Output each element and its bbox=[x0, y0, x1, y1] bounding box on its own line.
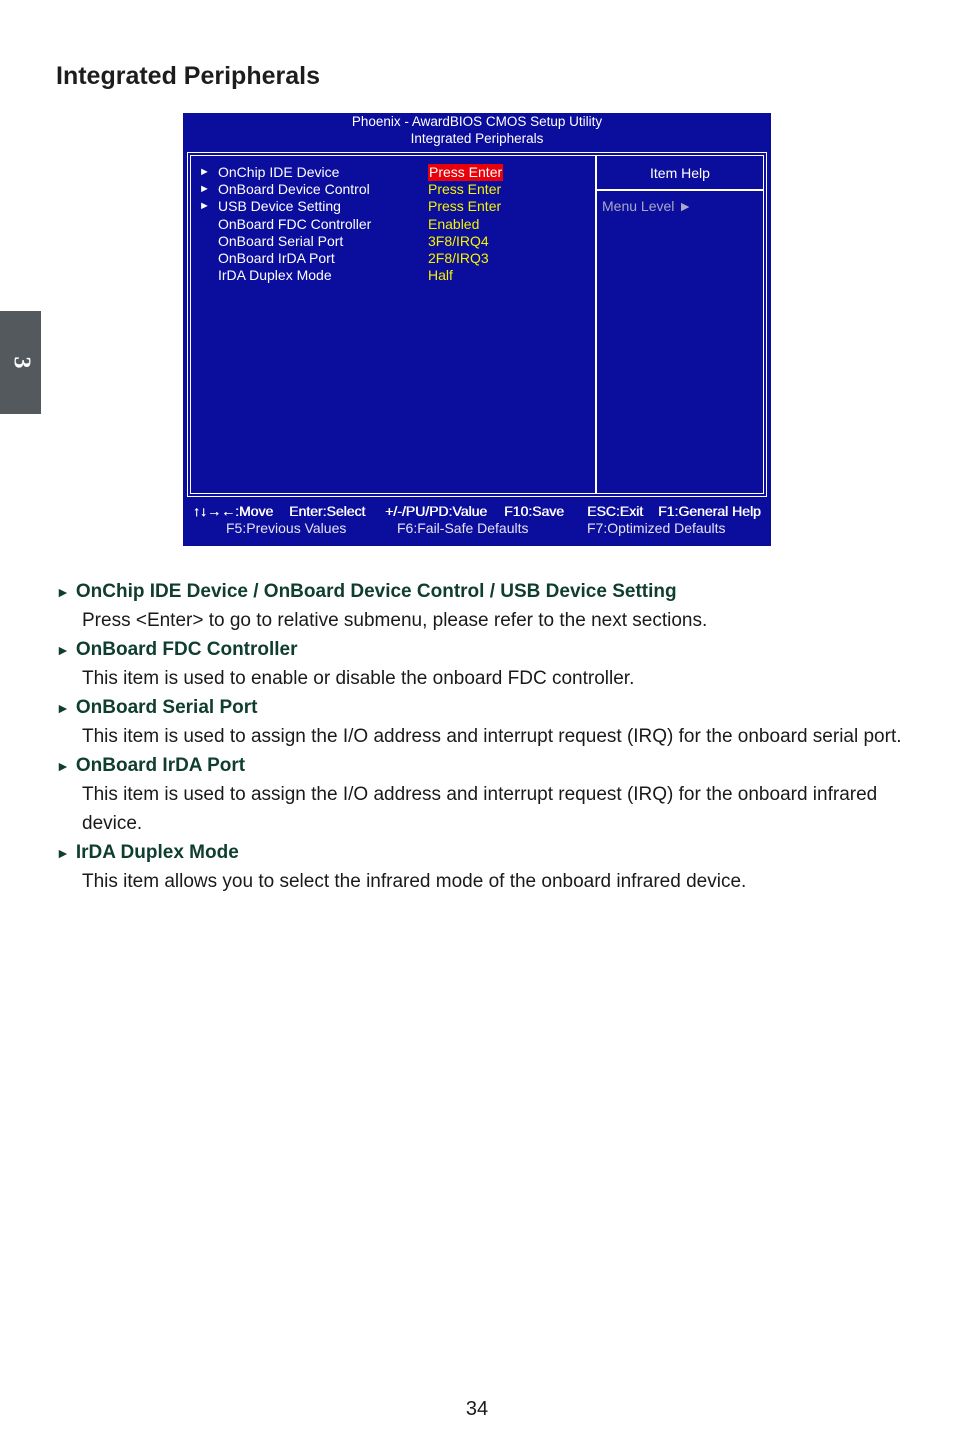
menu-item-value[interactable]: 2F8/IRQ3 bbox=[428, 249, 489, 266]
menu-item-onboard-fdc-controller[interactable] bbox=[199, 216, 589, 233]
submenu-arrow-icon: ► bbox=[199, 166, 210, 178]
menu-item-label: OnChip IDE Device bbox=[218, 164, 340, 180]
section-heading: ► OnChip IDE Device / OnBoard Device Control / USB Device Setting bbox=[56, 581, 677, 602]
bios-frame bbox=[187, 152, 767, 497]
menu-item-label: OnBoard Device Control bbox=[218, 181, 370, 198]
section-heading: ► IrDA Duplex Mode bbox=[56, 842, 239, 863]
bios-screenshot bbox=[183, 113, 771, 546]
section-fdc-controller bbox=[56, 636, 916, 694]
key-move: ↑↓→←:Move bbox=[193, 503, 274, 519]
menu-item-value[interactable]: Enabled bbox=[428, 215, 480, 232]
section-body: This item is used to assign the I/O address and interrupt request (IRQ) for the onboard infrared device. bbox=[82, 784, 878, 834]
submenu-arrow-icon: ► bbox=[199, 183, 210, 196]
menu-item-onboard-device-control[interactable] bbox=[199, 181, 589, 198]
triangle-bullet-icon: ► bbox=[56, 700, 70, 716]
key-optimized-defaults: F7:Optimized Defaults bbox=[587, 520, 726, 536]
section-body: Press <Enter> to go to relative submenu, please refer to the next sections. bbox=[82, 610, 708, 631]
chapter-number: 3 bbox=[8, 356, 34, 369]
key-general-help: F1:General Help bbox=[658, 503, 761, 519]
chapter-tab bbox=[0, 311, 41, 414]
submenu-arrow-icon: ► bbox=[199, 200, 210, 213]
key-save: F10:Save bbox=[504, 503, 564, 519]
footer-keys-line1 bbox=[183, 503, 771, 520]
page-number: 34 bbox=[465, 1398, 489, 1420]
menu-item-value[interactable]: Press Enter bbox=[428, 181, 502, 198]
menu-item-label: OnBoard IrDA Port bbox=[218, 249, 335, 266]
menu-item-value[interactable]: Press Enter bbox=[428, 198, 502, 215]
menu-item-onchip-ide[interactable] bbox=[199, 164, 589, 181]
menu-item-irda-duplex-mode[interactable] bbox=[199, 267, 589, 284]
bios-menu-list bbox=[199, 164, 589, 284]
menu-item-label: OnBoard Serial Port bbox=[218, 232, 344, 249]
bios-footer bbox=[183, 503, 771, 537]
page-title: Integrated Peripherals bbox=[56, 62, 320, 90]
menu-item-value[interactable]: 3F8/IRQ4 bbox=[428, 232, 489, 249]
menu-item-label: OnBoard FDC Controller bbox=[218, 215, 372, 232]
menu-item-onboard-irda-port[interactable] bbox=[199, 250, 589, 267]
menu-item-label: USB Device Setting bbox=[218, 198, 341, 215]
section-body: This item is used to assign the I/O address and interrupt request (IRQ) for the onboard serial port. bbox=[82, 726, 902, 747]
triangle-bullet-icon: ► bbox=[56, 584, 70, 600]
key-exit: ESC:Exit bbox=[587, 503, 644, 519]
menu-item-usb-device-setting[interactable] bbox=[199, 198, 589, 215]
triangle-bullet-icon: ► bbox=[56, 845, 70, 861]
menu-item-value[interactable]: Press Enter bbox=[429, 164, 503, 180]
footer-keys-line2 bbox=[183, 520, 771, 537]
section-submenus bbox=[56, 578, 916, 636]
section-heading: ► OnBoard IrDA Port bbox=[56, 755, 246, 776]
triangle-bullet-icon: ► bbox=[56, 758, 70, 774]
section-heading: ► OnBoard FDC Controller bbox=[56, 639, 298, 660]
bios-page-title: Integrated Peripherals bbox=[410, 131, 544, 146]
menu-item-onboard-serial-port[interactable] bbox=[199, 233, 589, 250]
bios-utility-title: Phoenix - AwardBIOS CMOS Setup Utility bbox=[351, 114, 603, 129]
help-title-separator bbox=[597, 189, 763, 191]
key-previous-values: F5:Previous Values bbox=[226, 520, 347, 536]
item-help-title: Item Help bbox=[650, 165, 710, 181]
help-panel-divider bbox=[595, 156, 597, 493]
section-serial-port bbox=[56, 694, 916, 752]
bios-header bbox=[183, 113, 771, 147]
menu-item-value[interactable]: Half bbox=[428, 267, 453, 284]
menu-level-indicator: Menu Level ► bbox=[602, 198, 693, 214]
section-irda-duplex-mode bbox=[56, 839, 916, 897]
key-value: +/-/PU/PD:Value bbox=[385, 503, 488, 519]
bios-inner-frame bbox=[190, 155, 764, 494]
triangle-bullet-icon: ► bbox=[56, 642, 70, 658]
menu-item-label: IrDA Duplex Mode bbox=[218, 267, 332, 284]
description-sections bbox=[56, 578, 916, 897]
section-irda-port bbox=[56, 752, 916, 839]
section-heading: ► OnBoard Serial Port bbox=[56, 697, 258, 718]
key-failsafe-defaults: F6:Fail-Safe Defaults bbox=[397, 520, 529, 536]
key-select: Enter:Select bbox=[289, 503, 366, 519]
section-body: This item is used to enable or disable the onboard FDC controller. bbox=[82, 668, 635, 689]
section-body: This item allows you to select the infrared mode of the onboard infrared device. bbox=[82, 871, 747, 892]
